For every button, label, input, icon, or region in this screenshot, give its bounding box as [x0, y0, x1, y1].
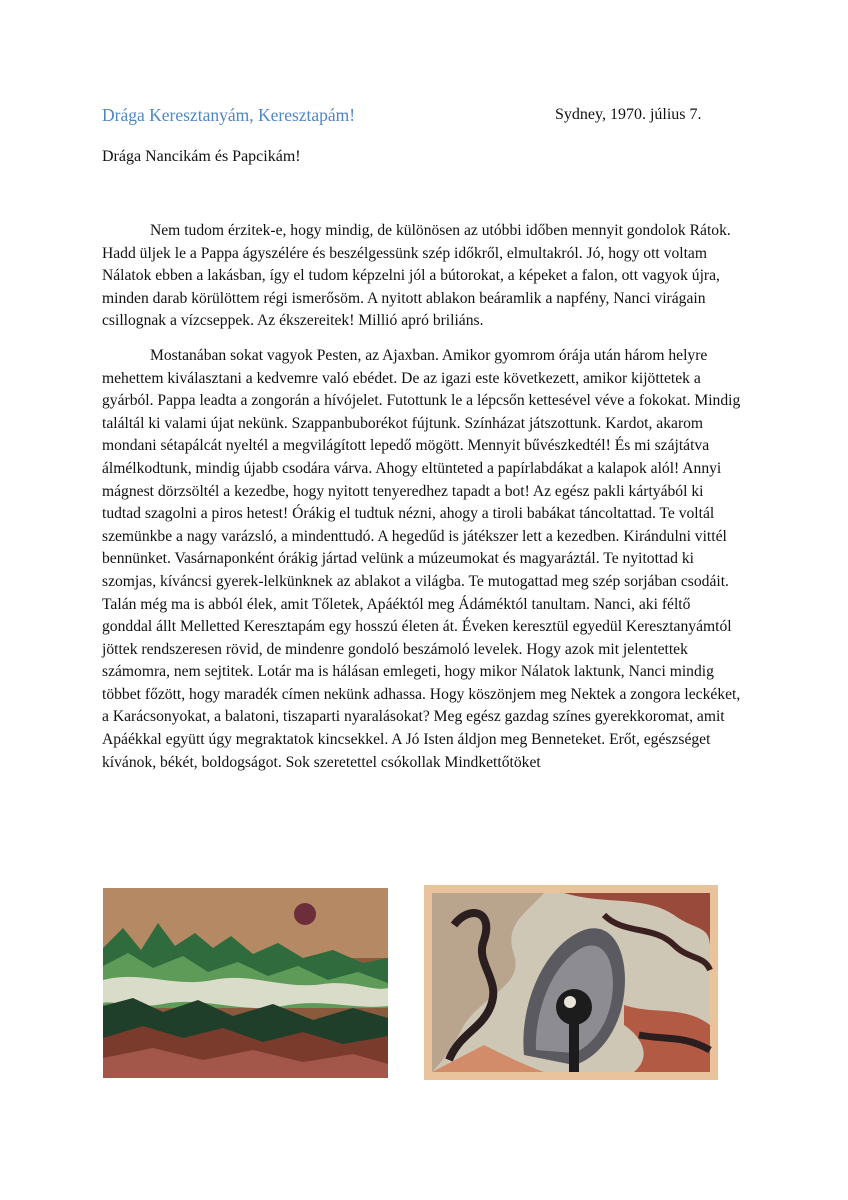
letter-title: Drága Keresztanyám, Keresztapám!	[102, 105, 356, 125]
landscape-painting	[103, 888, 388, 1078]
paragraph: Nem tudom érzitek-e, hogy mindig, de különösen az utóbbi időben mennyit gondolok Rátok. Hadd üljek le a Pappa ágyszélére és beszélgessünk szép időkről, elmultakról. Jó, hogy ott voltam Nálatok ebben a lakásban, így el tudom képzelni jól a bútorokat, a képeket a falon, ott vagyok újra, minden darab körülöttem régi ismerősöm. A nyitott ablakon beáramlik a napfény, Nanci virágain csillognak a vízcseppek. Az ékszereitek! Millió apró briliáns.	[102, 222, 731, 330]
letter-salutation: Drága Nancikám és Papcikám!	[102, 148, 301, 165]
abstract-painting	[424, 885, 718, 1080]
letter-dateline: Sydney, 1970. július 7.	[555, 106, 702, 123]
paragraph: Mostanában sokat vagyok Pesten, az Ajaxban. Amikor gyomrom órája után három helyre mehettem kiválasztani a kedvemre való ebédet. De az igazi este következett, amikor kijöttetek a gyárból. Pappa leadta a zongorán a hívójelet. Futottunk le a lépcsőn kettesével véve a fokokat. Mindig találtál ki valami újat nekünk. Szappanbuborékot fújtunk. Színházat játszottunk. Kardot, akarom mondani sétapálcát nyeltél a megvilágított lepedő mögött. Mennyit bűvészkedtél! És mi szájtátva álmélkodtunk, mindig újabb csodára várva. Ahogy eltünteted a papírlabdákat a kalapok alól! Annyi mágnest dörzsöltél a kezedbe, hogy nyitott tenyeredhez tapadt a bot! Az egész pakli kártyából ki tudtad szagolni a piros hetest! Órákig el tudtuk nézni, ahogy a tiroli babákat táncoltattad. Te voltál szemünkbe a nagy varázsló, a mindenttudó. A hegedűd is játékszer lett a kezedben. Kirándulni vittél bennünket. Vasárnaponként órákig jártad velünk a múzeumokat és magyaráztál. Te nyitottad ki szomjas, kíváncsi gyerek-lelkünknek az ablakot a világba. Te mutogattad meg szép sorjában csodáit. Talán még ma is abból élek, amit Tőletek, Apáéktól meg Ádáméktól tanultam. Nanci, aki féltő gonddal állt Melletted Keresztapám egy hosszú életen át. Éveken keresztül egyedül Keresztanyámtól jöttek rendszeresen rövid, de mindenre gondoló beszámoló levelek. Hogy azok mit jelentettek számomra, nem sejtitek. Lotár ma is hálásan emlegeti, hogy mikor Nálatok laktunk, Nanci mindig többet főzött, hogy maradék címen nekünk adhassa. Hogy köszönjem meg Nektek a zongora leckéket, a Karácsonyokat, a balatoni, tiszaparti nyaralásokat? Meg egész gazdag színes gyerekkoromat, amit Apáékkal együtt úgy megraktatok kincsekkel. A Jó Isten áldjon meg Benneteket. Erőt, egészséget kívánok, békét, boldogságot. Sok szeretettel csókollak Mindkettőtöket	[102, 346, 741, 771]
letter-body	[102, 220, 742, 786]
